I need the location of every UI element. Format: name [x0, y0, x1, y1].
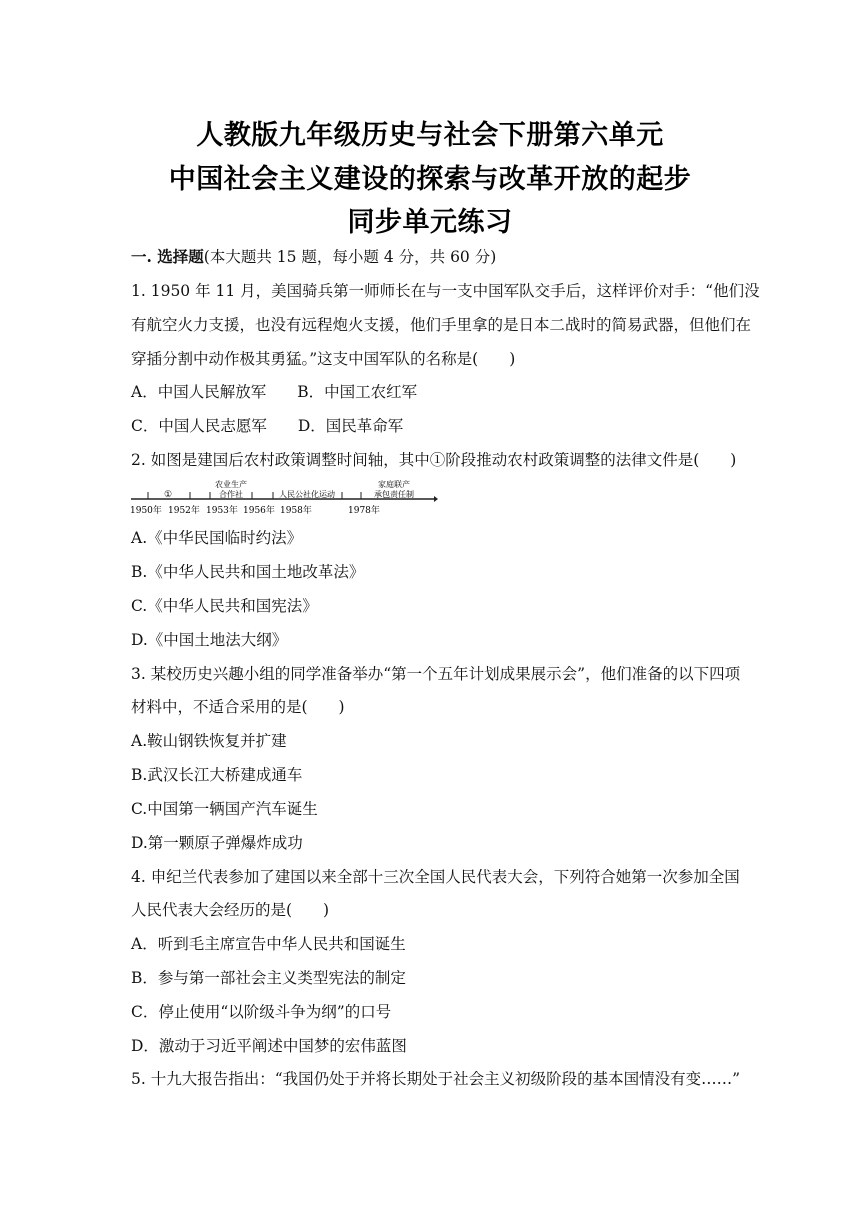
- timeline-stage-mark: ①: [163, 490, 173, 500]
- title-line-1: 人教版九年级历史与社会下册第六单元: [196, 120, 664, 151]
- q3-option-d: D.第一颗原子弹爆炸成功: [131, 834, 303, 852]
- timeline-year: 1956年: [243, 506, 275, 516]
- q2-option-c: C.《中华人民共和国宪法》: [131, 597, 318, 615]
- q1-options-row-2: C．中国人民志愿军 D．国民革命军: [131, 417, 404, 435]
- q2-option-d: D.《中国土地法大纲》: [131, 631, 288, 649]
- section-heading-label: 一. 选择题: [131, 247, 204, 266]
- timeline-year: 1953年: [206, 506, 238, 516]
- q5-line-1: 5. 十九大报告指出：“我国仍处于并将长期处于社会主义初级阶段的基本国情没有变……”: [131, 1070, 741, 1088]
- q4-option-b: B．参与第一部社会主义类型宪法的制定: [131, 969, 406, 987]
- q1-line-1: 1. 1950 年 11 月，美国骑兵第一师师长在与一支中国军队交手后，这样评价对手：“他们没: [131, 282, 760, 300]
- q1-options-row-1: A．中国人民解放军 B．中国工农红军: [131, 383, 418, 401]
- section-heading-note: (本大题共 15 题，每小题 4 分，共 60 分): [203, 248, 497, 266]
- q2-option-a: A.《中华民国临时约法》: [131, 529, 303, 547]
- q3-option-a: A.鞍山钢铁恢复并扩建: [131, 732, 287, 750]
- timeline-label-coop-2: 合作社: [219, 490, 243, 499]
- q4-option-c: C．停止使用“以阶级斗争为纲”的口号: [131, 1003, 392, 1021]
- q3-option-b: B.武汉长江大桥建成通车: [131, 766, 303, 784]
- section-heading: [131, 247, 736, 267]
- q1-line-3: 穿插分割中动作极其勇猛。”这支中国军队的名称是( ): [131, 350, 516, 368]
- timeline-year: 1978年: [348, 506, 380, 516]
- q3-option-c: C.中国第一辆国产汽车诞生: [131, 800, 318, 818]
- q3-line-2: 材料中，不适合采用的是( ): [131, 698, 345, 716]
- q2-option-b: B.《中华人民共和国土地改革法》: [131, 563, 365, 581]
- timeline-label-contract-1: 家庭联产: [378, 480, 410, 489]
- timeline-year: 1950年: [130, 506, 162, 516]
- q4-line-2: 人民代表大会经历的是( ): [131, 901, 330, 919]
- q3-line-1: 3. 某校历史兴趣小组的同学准备举办“第一个五年计划成果展示会”，他们准备的以下四项: [131, 665, 741, 683]
- title-line-3: 同步单元练习: [347, 207, 513, 238]
- q4-line-1: 4. 申纪兰代表参加了建国以来全部十三次全国人民代表大会，下列符合她第一次参加全国: [131, 868, 740, 886]
- q1-line-2: 有航空火力支援，也没有远程炮火支援，他们手里拿的是日本二战时的简易武器，但他们在: [131, 316, 752, 334]
- timeline-arrowhead: [434, 496, 438, 502]
- timeline-figure: [128, 478, 438, 518]
- timeline-label-commune: 人民公社化运动: [279, 490, 335, 499]
- title-line-2: 中国社会主义建设的探索与改革开放的起步: [168, 164, 692, 195]
- q4-option-a: A．听到毛主席宣告中华人民共和国诞生: [131, 935, 406, 953]
- q2-line-1: 2. 如图是建国后农村政策调整时间轴，其中①阶段推动农村政策调整的法律文件是( ): [131, 451, 737, 469]
- timeline-year: 1952年: [168, 506, 200, 516]
- timeline-label-contract-2: 承包责任制: [374, 490, 414, 499]
- q4-option-d: D．激动于习近平阐述中国梦的宏伟蓝图: [131, 1037, 407, 1055]
- timeline-label-coop-1: 农业生产: [215, 480, 247, 489]
- timeline-year: 1958年: [280, 506, 312, 516]
